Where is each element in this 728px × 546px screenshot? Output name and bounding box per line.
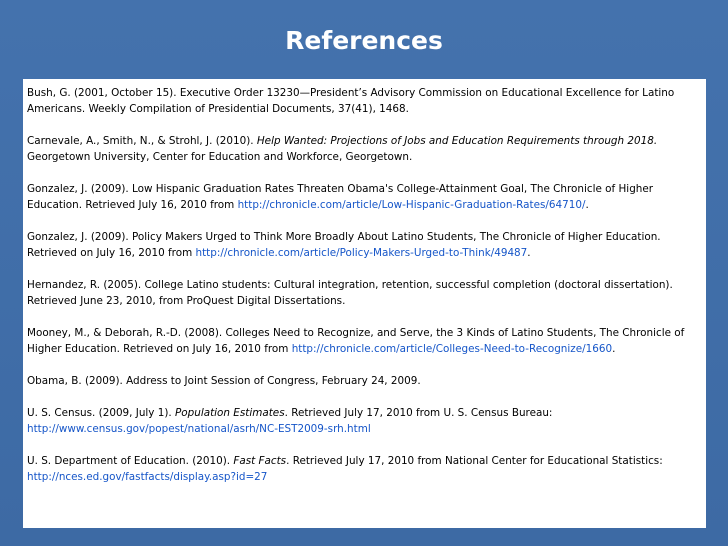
reference-item <box>27 405 703 437</box>
reference-text: U. S. Census. (2009, July 1). <box>27 407 176 419</box>
reference-link[interactable]: http://chronicle.com/article/Policy-Makers-Urged-to-Think/49487 <box>195 247 528 259</box>
reference-italic-title: Fast Facts <box>233 455 287 467</box>
reference-item <box>27 85 703 117</box>
reference-italic-title: Population Estimates <box>175 407 285 419</box>
reference-text: . <box>612 343 616 355</box>
reference-text: Bush, G. (2001, October 15). Executive Order 13230—President’s Advisory Commission on Educational Excellence for Latino Americans. Weekly Compilation of Presidential Documents, 37(41), 1468. <box>27 87 675 115</box>
references-list <box>27 85 703 501</box>
reference-text: Gonzalez, J. (2009). Low Hispanic Graduation Rates Threaten Obama's College-Attainment Goal, The Chronicle of Higher Education. Retrieved July 16, 2010 from <box>27 183 654 211</box>
reference-text: Hernandez, R. (2005). College Latino students: Cultural integration, retention, successful completion (doctoral dissertation). Retrieved June 23, 2010, from ProQuest Digital Dissertations. <box>27 279 673 307</box>
reference-item <box>27 277 703 309</box>
reference-text: Georgetown University, Center for Education and Workforce, Georgetown. <box>27 151 413 163</box>
reference-link[interactable]: http://nces.ed.gov/fastfacts/display.asp?id=27 <box>27 471 268 483</box>
reference-text: Carnevale, A., Smith, N., & Strohl, J. (2010). <box>27 135 257 147</box>
reference-item <box>27 181 703 213</box>
reference-text: . <box>527 247 531 259</box>
reference-link[interactable]: http://chronicle.com/article/Low-Hispanic-Graduation-Rates/64710/ <box>237 199 586 211</box>
reference-item <box>27 133 703 165</box>
reference-link[interactable]: http://chronicle.com/article/Colleges-Need-to-Recognize/1660 <box>291 343 613 355</box>
reference-item <box>27 325 703 357</box>
reference-item <box>27 453 703 485</box>
reference-italic-title: Help Wanted: Projections of Jobs and Education Requirements through 2018. <box>256 135 658 147</box>
references-panel <box>23 79 706 528</box>
reference-text: . <box>585 199 589 211</box>
reference-link[interactable]: http://www.census.gov/popest/national/asrh/NC-EST2009-srh.html <box>27 423 371 435</box>
reference-item <box>27 229 703 261</box>
reference-text: U. S. Department of Education. (2010). <box>27 455 234 467</box>
slide-title: References <box>285 26 443 55</box>
reference-item <box>27 373 703 389</box>
reference-text: Mooney, M., & Deborah, R.-D. (2008). Colleges Need to Recognize, and Serve, the 3 Kinds of Latino Students, The Chronicle of Higher Education. Retrieved on July 16, 2010 from <box>27 327 685 355</box>
reference-text: Gonzalez, J. (2009). Policy Makers Urged to Think More Broadly About Latino Students, The Chronicle of Higher Education. Retrieved on July 16, 2010 from <box>27 231 661 259</box>
reference-text: Obama, B. (2009). Address to Joint Session of Congress, February 24, 2009. <box>27 375 421 387</box>
reference-text: . Retrieved July 17, 2010 from National Center for Educational Statistics: <box>286 455 663 467</box>
reference-text: . Retrieved July 17, 2010 from U. S. Census Bureau: <box>284 407 553 419</box>
